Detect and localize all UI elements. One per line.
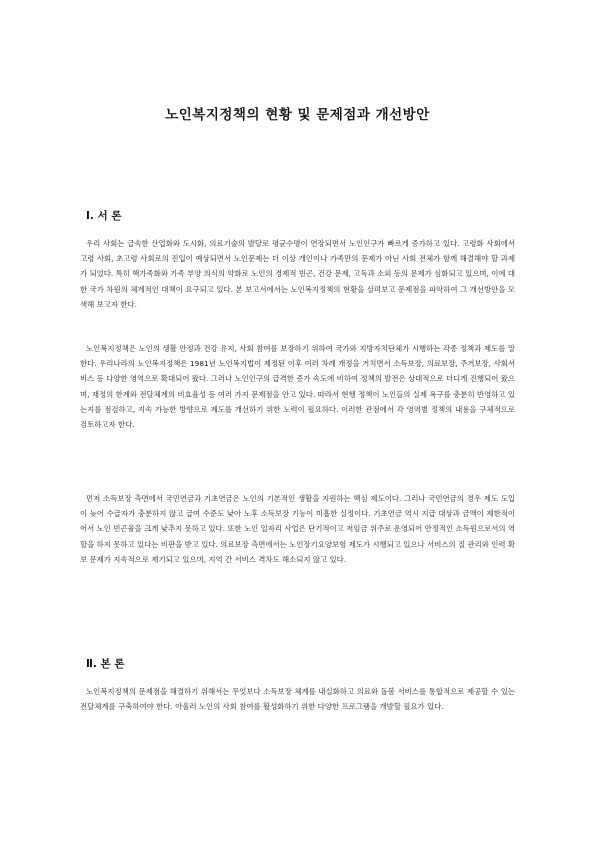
intro-paragraph-2: 노인복지정책은 노인의 생활 안정과 건강 유지, 사회 참여를 보장하기 위하여 국가와 지방자치단체가 시행하는 각종 정책과 제도를 말한다. 우리나라의 노인복지정책은 1981년 노인복지법이 제정된 이후 여러 차례 개정을 거치면서 소득보장, 의료보장, 주거보장, 사회서비스 등 다양한 영역으로 확대되어 왔다. 그러나 노인인구의 급격한 증가 속도에 비하여 정책의 발전은 상대적으로 더디게 진행되어 왔으며, 재정의 한계와 전달체계의 비효율성 등 여러 가지 문제점을 안고 있다. 따라서 현행 정책이 노인들의 실제 욕구를 충분히 반영하고 있는지를 점검하고, 지속 가능한 방향으로 제도를 개선하기 위한 노력이 필요하다. 이러한 관점에서 각 영역별 정책의 내용을 구체적으로 검토하고자 한다. — [80, 344, 515, 430]
intro-paragraph-1: 우리 사회는 급속한 산업화와 도시화, 의료기술의 발달로 평균수명이 연장되면서 노인인구가 빠르게 증가하고 있다. 고령화 사회에서 고령 사회, 초고령 사회로의 진입이 예상되면서 노인문제는 더 이상 개인이나 가족만의 문제가 아닌 사회 전체가 함께 해결해야 할 과제가 되었다. 특히 핵가족화와 가족 부양 의식의 약화로 노인의 경제적 빈곤, 건강 문제, 고독과 소외 등의 문제가 심화되고 있으며, 이에 대한 국가 차원의 체계적인 대책이 요구되고 있다. 본 보고서에서는 노인복지정책의 현황을 살펴보고 문제점을 파악하여 그 개선방안을 모색해 보고자 한다. — [80, 239, 515, 309]
document-title: 노인복지정책의 현황 및 문제점과 개선방안 — [165, 107, 430, 123]
intro-paragraph-3: 먼저 소득보장 측면에서 국민연금과 기초연금은 노인의 기본적인 생활을 지원하는 핵심 제도이다. 그러나 국민연금의 경우 제도 도입이 늦어 수급자가 충분하지 않고 급여 수준도 낮아 노후 소득보장 기능이 미흡한 실정이다. 기초연금 역시 지급 대상과 금액이 제한적이어서 노인 빈곤율을 크게 낮추지 못하고 있다. 또한 노인 일자리 사업은 단기적이고 저임금 위주로 운영되어 안정적인 소득원으로서의 역할을 하지 못하고 있다는 비판을 받고 있다. 의료보장 측면에서는 노인장기요양보험 제도가 시행되고 있으나 서비스의 질 관리와 인력 확보 문제가 지속적으로 제기되고 있으며, 지역 간 서비스 격차도 해소되지 않고 있다. — [80, 494, 515, 564]
body-paragraph-1: 노인복지정책의 문제점을 해결하기 위해서는 무엇보다 소득보장 체계를 내실화하고 의료와 돌봄 서비스를 통합적으로 제공할 수 있는 전달체계를 구축하여야 한다. 아울러 노인의 사회 참여를 활성화하기 위한 다양한 프로그램을 개발할 필요가 있다. — [80, 687, 515, 712]
section-heading-introduction: Ⅰ. 서 론 — [86, 210, 122, 222]
section-heading-body: Ⅱ. 본 론 — [86, 658, 125, 670]
